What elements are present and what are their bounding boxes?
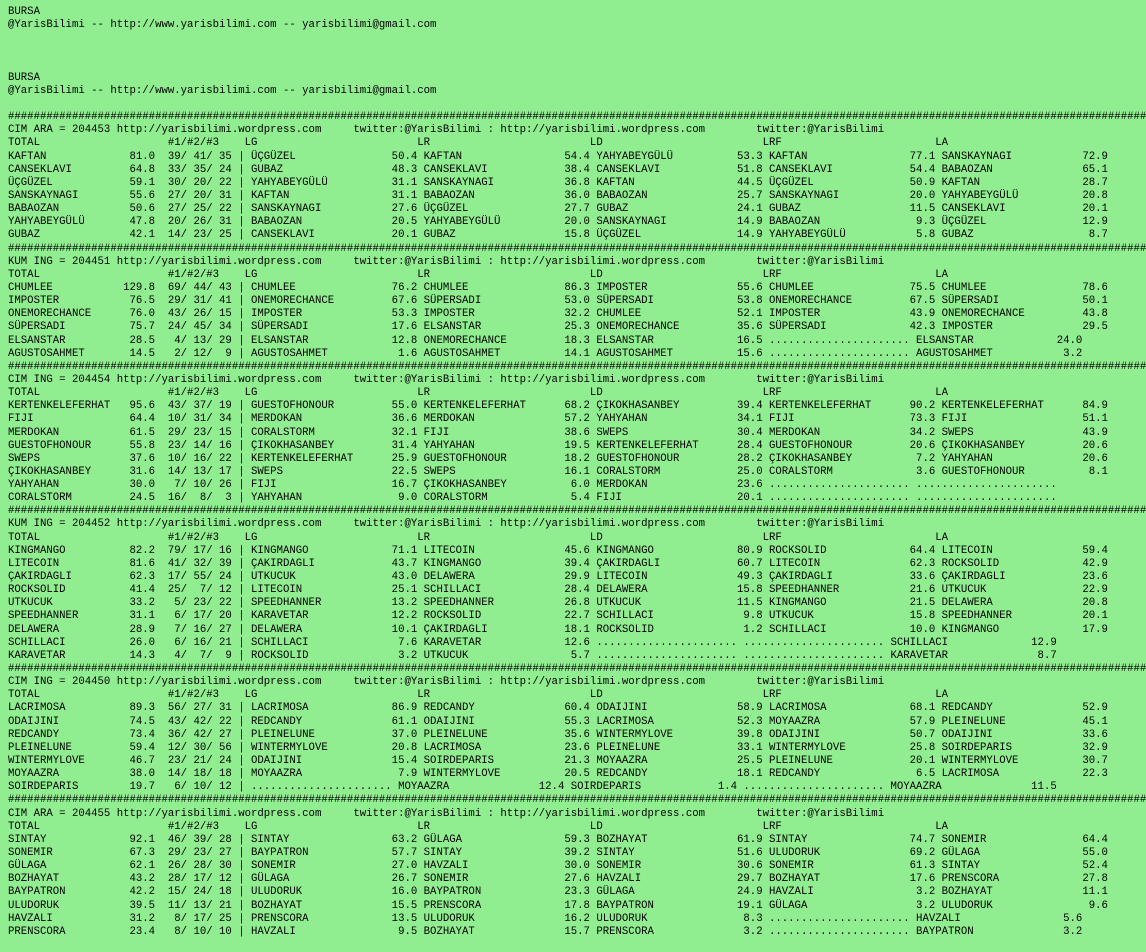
result-row: LITECOIN 81.6 41/ 32/ 39 | ÇAKIRDAGLI 43.7 KINGMANGO 39.4 ÇAKIRDAGLI 60.7 LITECOIN 62.3 ROCKSOLID 42.9 (8, 557, 1108, 570)
result-row: ELSANSTAR 28.5 4/ 13/ 29 | ELSANSTAR 12.8 ONEMORECHANCE 18.3 ELSANSTAR 16.5 ...................... ELSANSTAR 24.0 (8, 334, 1083, 347)
result-row: KERTENKELEFERHAT 95.6 43/ 37/ 19 | GUESTOFHONOUR 55.0 KERTENKELEFERHAT 68.2 ÇIKOKHASANBEY 39.4 KERTENKELEFERHAT 90.2 KERTENKELEFERHAT 84.9 (8, 400, 1108, 413)
separator-line: ################################################################################################################################################################################## (8, 242, 1146, 255)
result-row: PLEINELUNE 59.4 12/ 30/ 56 | WINTERMYLOVE 20.8 LACRIMOSA 23.6 PLEINELUNE 33.1 WINTERMYLOVE 25.8 SOIRDEPARIS 32.9 (8, 741, 1108, 754)
race-header-line: KUM ING = 204451 http://yarisbilimi.wordpress.com twitter:@YarisBilimi : http://yarisbilimi.wordpress.com twitter:@YarisBilimi (8, 255, 885, 268)
result-row: KINGMANGO 82.2 79/ 17/ 16 | KINGMANGO 71.1 LITECOIN 45.6 KINGMANGO 80.9 ROCKSOLID 64.4 LITECOIN 59.4 (8, 544, 1108, 557)
result-row: ÜÇGÜZEL 59.1 30/ 20/ 22 | YAHYABEYGÜLÜ 31.1 SANSKAYNAGI 36.8 KAFTAN 44.5 ÜÇGÜZEL 50.9 KAFTAN 28.7 (8, 176, 1108, 189)
result-row: SCHILLACI 26.0 6/ 16/ 21 | SCHILLACI 7.6 KARAVETAR 12.6 ...................... ...................... SCHILLACI 12.9 (8, 636, 1057, 649)
separator-line: ################################################################################################################################################################################## (8, 663, 1146, 676)
separator-line: ################################################################################################################################################################################## (8, 111, 1146, 124)
result-row: GUESTOFHONOUR 55.8 23/ 14/ 16 | ÇIKOKHASANBEY 31.4 YAHYAHAN 19.5 KERTENKELEFERHAT 28.4 GUESTOFHONOUR 20.6 ÇIKOKHASANBEY 20.6 (8, 439, 1108, 452)
blank-line (8, 45, 1024, 58)
result-row: YAHYAHAN 30.0 7/ 10/ 26 | FIJI 16.7 ÇIKOKHASANBEY 6.0 MERDOKAN 23.6 ...................... ...................... (8, 479, 1057, 492)
result-row: REDCANDY 73.4 36/ 42/ 27 | PLEINELUNE 37.0 PLEINELUNE 35.6 WINTERMYLOVE 39.8 ODAIJINI 50.7 ODAIJINI 33.6 (8, 728, 1108, 741)
race-header-line: CIM ARA = 204453 http://yarisbilimi.wordpress.com twitter:@YarisBilimi : http://yarisbilimi.wordpress.com twitter:@YarisBilimi (8, 124, 885, 137)
race-header-line: KUM ING = 204452 http://yarisbilimi.wordpress.com twitter:@YarisBilimi : http://yarisbilimi.wordpress.com twitter:@YarisBilimi (8, 518, 885, 531)
result-row: DELAWERA 28.9 7/ 16/ 27 | DELAWERA 10.1 ÇAKIRDAGLI 18.1 ROCKSOLID 1.2 SCHILLACI 10.0 KINGMANGO 17.9 (8, 623, 1108, 636)
result-row: GUBAZ 42.1 14/ 23/ 25 | CANSEKLAVI 20.1 GUBAZ 15.8 ÜÇGÜZEL 14.9 YAHYABEYGÜLÜ 5.8 GUBAZ 8.7 (8, 229, 1108, 242)
blank-line (8, 98, 1024, 111)
result-row: BOZHAYAT 43.2 28/ 17/ 12 | GÜLAGA 26.7 SONEMIR 27.6 HAVZALI 29.7 BOZHAYAT 17.6 PRENSCORA 27.8 (8, 873, 1108, 886)
blank-line (8, 59, 1024, 72)
result-row: GÜLAGA 62.1 26/ 28/ 30 | SONEMIR 27.0 HAVZALI 30.0 SONEMIR 30.6 SONEMIR 61.3 SINTAY 52.4 (8, 860, 1108, 873)
result-row: MERDOKAN 61.5 29/ 23/ 15 | CORALSTORM 32.1 FIJI 38.6 SWEPS 30.4 MERDOKAN 34.2 SWEPS 43.9 (8, 426, 1108, 439)
result-row: BAYPATRON 42.2 15/ 24/ 18 | ULUDORUK 16.0 BAYPATRON 23.3 GÜLAGA 24.9 HAVZALI 3.2 BOZHAYAT 11.1 (8, 886, 1108, 899)
column-header-line: TOTAL #1/#2/#3 LG LR LD LRF LA (8, 689, 949, 702)
result-row: CHUMLEE 129.8 69/ 44/ 43 | CHUMLEE 76.2 CHUMLEE 86.3 IMPOSTER 55.6 CHUMLEE 75.5 CHUMLEE 78.6 (8, 281, 1108, 294)
result-row: MOYAAZRA 38.0 14/ 18/ 18 | MOYAAZRA 7.9 WINTERMYLOVE 20.5 REDCANDY 18.1 REDCANDY 6.5 LACRIMOSA 22.3 (8, 768, 1108, 781)
result-row: SONEMIR 67.3 29/ 23/ 27 | BAYPATRON 57.7 SINTAY 39.2 SINTAY 51.6 ULUDORUK 69.2 GÜLAGA 55.0 (8, 847, 1108, 859)
result-row: ROCKSOLID 41.4 25/ 7/ 12 | LITECOIN 25.1 SCHILLACI 28.4 DELAWERA 15.8 SPEEDHANNER 21.6 UTKUCUK 22.9 (8, 584, 1108, 597)
result-row: ONEMORECHANCE 76.0 43/ 26/ 15 | IMPOSTER 53.3 IMPOSTER 32.2 CHUMLEE 52.1 IMPOSTER 43.9 ONEMORECHANCE 43.8 (8, 308, 1108, 321)
race-header-line: CIM ARA = 204455 http://yarisbilimi.wordpress.com twitter:@YarisBilimi : http://yarisbilimi.wordpress.com twitter:@YarisBilimi (8, 807, 885, 820)
result-row: SÜPERSADI 75.7 24/ 45/ 34 | SÜPERSADI 17.6 ELSANSTAR 25.3 ONEMORECHANCE 35.6 SÜPERSADI 42.3 IMPOSTER 29.5 (8, 321, 1108, 334)
result-row: WINTERMYLOVE 46.7 23/ 21/ 24 | ODAIJINI 15.4 SOIRDEPARIS 21.3 MOYAAZRA 25.5 PLEINELUNE 20.1 WINTERMYLOVE 30.7 (8, 755, 1108, 768)
column-header-line: TOTAL #1/#2/#3 LG LR LD LRF LA (8, 531, 949, 544)
result-row: BABAOZAN 50.6 27/ 25/ 22 | SANSKAYNAGI 27.6 ÜÇGÜZEL 27.7 GUBAZ 24.1 GUBAZ 11.5 CANSEKLAVI 20.1 (8, 203, 1108, 216)
result-row: KARAVETAR 14.3 4/ 7/ 9 | ROCKSOLID 3.2 UTKUCUK 5.7 ...................... ...................... KARAVETAR 8.7 (8, 649, 1057, 662)
result-row: ULUDORUK 39.5 11/ 13/ 21 | BOZHAYAT 15.5 PRENSCORA 17.8 BAYPATRON 19.1 GÜLAGA 3.2 ULUDORUK 9.6 (8, 899, 1108, 912)
result-row: PRENSCORA 23.4 8/ 10/ 10 | HAVZALI 9.5 BOZHAYAT 15.7 PRENSCORA 3.2 ...................... BAYPATRON 3.2 (8, 925, 1083, 938)
result-row: UTKUCUK 33.2 5/ 23/ 22 | SPEEDHANNER 13.2 SPEEDHANNER 26.8 UTKUCUK 11.5 KINGMANGO 21.5 DELAWERA 20.8 (8, 597, 1108, 610)
result-row: LACRIMOSA 89.3 56/ 27/ 31 | LACRIMOSA 86.9 REDCANDY 60.4 ODAIJINI 58.9 LACRIMOSA 68.1 REDCANDY 52.9 (8, 702, 1108, 715)
result-row: SPEEDHANNER 31.1 6/ 17/ 20 | KARAVETAR 12.2 ROCKSOLID 22.7 SCHILLACI 9.8 UTKUCUK 15.8 SPEEDHANNER 20.1 (8, 610, 1108, 623)
result-row: HAVZALI 31.2 8/ 17/ 25 | PRENSCORA 13.5 ULUDORUK 16.2 ULUDORUK 8.3 ...................... HAVZALI 5.6 (8, 912, 1083, 925)
result-row: IMPOSTER 76.5 29/ 31/ 41 | ONEMORECHANCE 67.6 SÜPERSADI 53.0 SÜPERSADI 53.8 ONEMORECHANCE 67.5 SÜPERSADI 50.1 (8, 295, 1108, 308)
result-row: SWEPS 37.6 10/ 16/ 22 | KERTENKELEFERHAT 25.9 GUESTOFHONOUR 18.2 GUESTOFHONOUR 28.2 ÇIKOKHASANBEY 7.2 YAHYAHAN 20.6 (8, 452, 1108, 465)
result-row: SOIRDEPARIS 19.7 6/ 10/ 12 | ...................... MOYAAZRA 12.4 SOIRDEPARIS 1.4 ...................... MOYAAZRA 11.5 (8, 781, 1057, 794)
result-row: ODAIJINI 74.5 43/ 42/ 22 | REDCANDY 61.1 ODAIJINI 55.3 LACRIMOSA 52.3 MOYAAZRA 57.9 PLEINELUNE 45.1 (8, 715, 1108, 728)
city-title: BURSA (8, 6, 40, 18)
separator-line: ################################################################################################################################################################################## (8, 505, 1146, 518)
result-row: CANSEKLAVI 64.8 33/ 35/ 24 | GUBAZ 48.3 CANSEKLAVI 38.4 CANSEKLAVI 51.8 CANSEKLAVI 54.4 BABAOZAN 65.1 (8, 163, 1108, 176)
column-header-line: TOTAL #1/#2/#3 LG LR LD LRF LA (8, 820, 949, 833)
result-row: SINTAY 92.1 46/ 39/ 28 | SINTAY 63.2 GÜLAGA 59.3 BOZHAYAT 61.9 SINTAY 74.7 SONEMIR 64.4 (8, 833, 1108, 846)
separator-line: ################################################################################################################################################################################## (8, 794, 1146, 807)
result-row: AGUSTOSAHMET 14.5 2/ 12/ 9 | AGUSTOSAHMET 1.6 AGUSTOSAHMET 14.1 AGUSTOSAHMET 15.6 ...................... AGUSTOSAHMET 3.2 (8, 347, 1083, 360)
contact-line: @YarisBilimi -- http://www.yarisbilimi.com -- yarisbilimi@gmail.com (8, 84, 437, 97)
race-header-line: CIM ING = 204450 http://yarisbilimi.wordpress.com twitter:@YarisBilimi : http://yarisbilimi.wordpress.com twitter:@YarisBilimi (8, 676, 885, 689)
result-row: KAFTAN 81.0 39/ 41/ 35 | ÜÇGÜZEL 50.4 KAFTAN 54.4 YAHYABEYGÜLÜ 53.3 KAFTAN 77.1 SANSKAYNAGI 72.9 (8, 150, 1108, 163)
race-header-line: CIM ING = 204454 http://yarisbilimi.wordpress.com twitter:@YarisBilimi : http://yarisbilimi.wordpress.com twitter:@YarisBilimi (8, 373, 885, 386)
result-row: YAHYABEYGÜLÜ 47.8 20/ 26/ 31 | BABAOZAN 20.5 YAHYABEYGÜLÜ 20.0 SANSKAYNAGI 14.9 BABAOZAN 9.3 ÜÇGÜZEL 12.9 (8, 216, 1108, 229)
contact-line: @YarisBilimi -- http://www.yarisbilimi.com -- yarisbilimi@gmail.com (8, 19, 437, 32)
column-header-line: TOTAL #1/#2/#3 LG LR LD LRF LA (8, 137, 949, 150)
separator-line: ################################################################################################################################################################################## (8, 360, 1146, 373)
result-row: ÇAKIRDAGLI 62.3 17/ 55/ 24 | UTKUCUK 43.0 DELAWERA 29.9 LITECOIN 49.3 ÇAKIRDAGLI 33.6 ÇAKIRDAGLI 23.6 (8, 571, 1108, 584)
blank-line (8, 32, 1024, 45)
result-row: FIJI 64.4 10/ 31/ 34 | MERDOKAN 36.6 MERDOKAN 57.2 YAHYAHAN 34.1 FIJI 73.3 FIJI 51.1 (8, 413, 1108, 426)
city-title: BURSA (8, 71, 40, 84)
result-row: CORALSTORM 24.5 16/ 8/ 3 | YAHYAHAN 9.0 CORALSTORM 5.4 FIJI 20.1 ...................... ...................... (8, 492, 1057, 505)
column-header-line: TOTAL #1/#2/#3 LG LR LD LRF LA (8, 268, 949, 281)
result-row: SANSKAYNAGI 55.6 27/ 20/ 31 | KAFTAN 31.1 BABAOZAN 36.0 BABAOZAN 25.7 SANSKAYNAGI 20.0 YAHYABEYGÜLÜ 20.8 (8, 189, 1108, 202)
column-header-line: TOTAL #1/#2/#3 LG LR LD LRF LA (8, 387, 949, 400)
result-row: ÇIKOKHASANBEY 31.6 14/ 13/ 17 | SWEPS 22.5 SWEPS 16.1 CORALSTORM 25.0 CORALSTORM 3.6 GUESTOFHONOUR 8.1 (8, 465, 1108, 478)
